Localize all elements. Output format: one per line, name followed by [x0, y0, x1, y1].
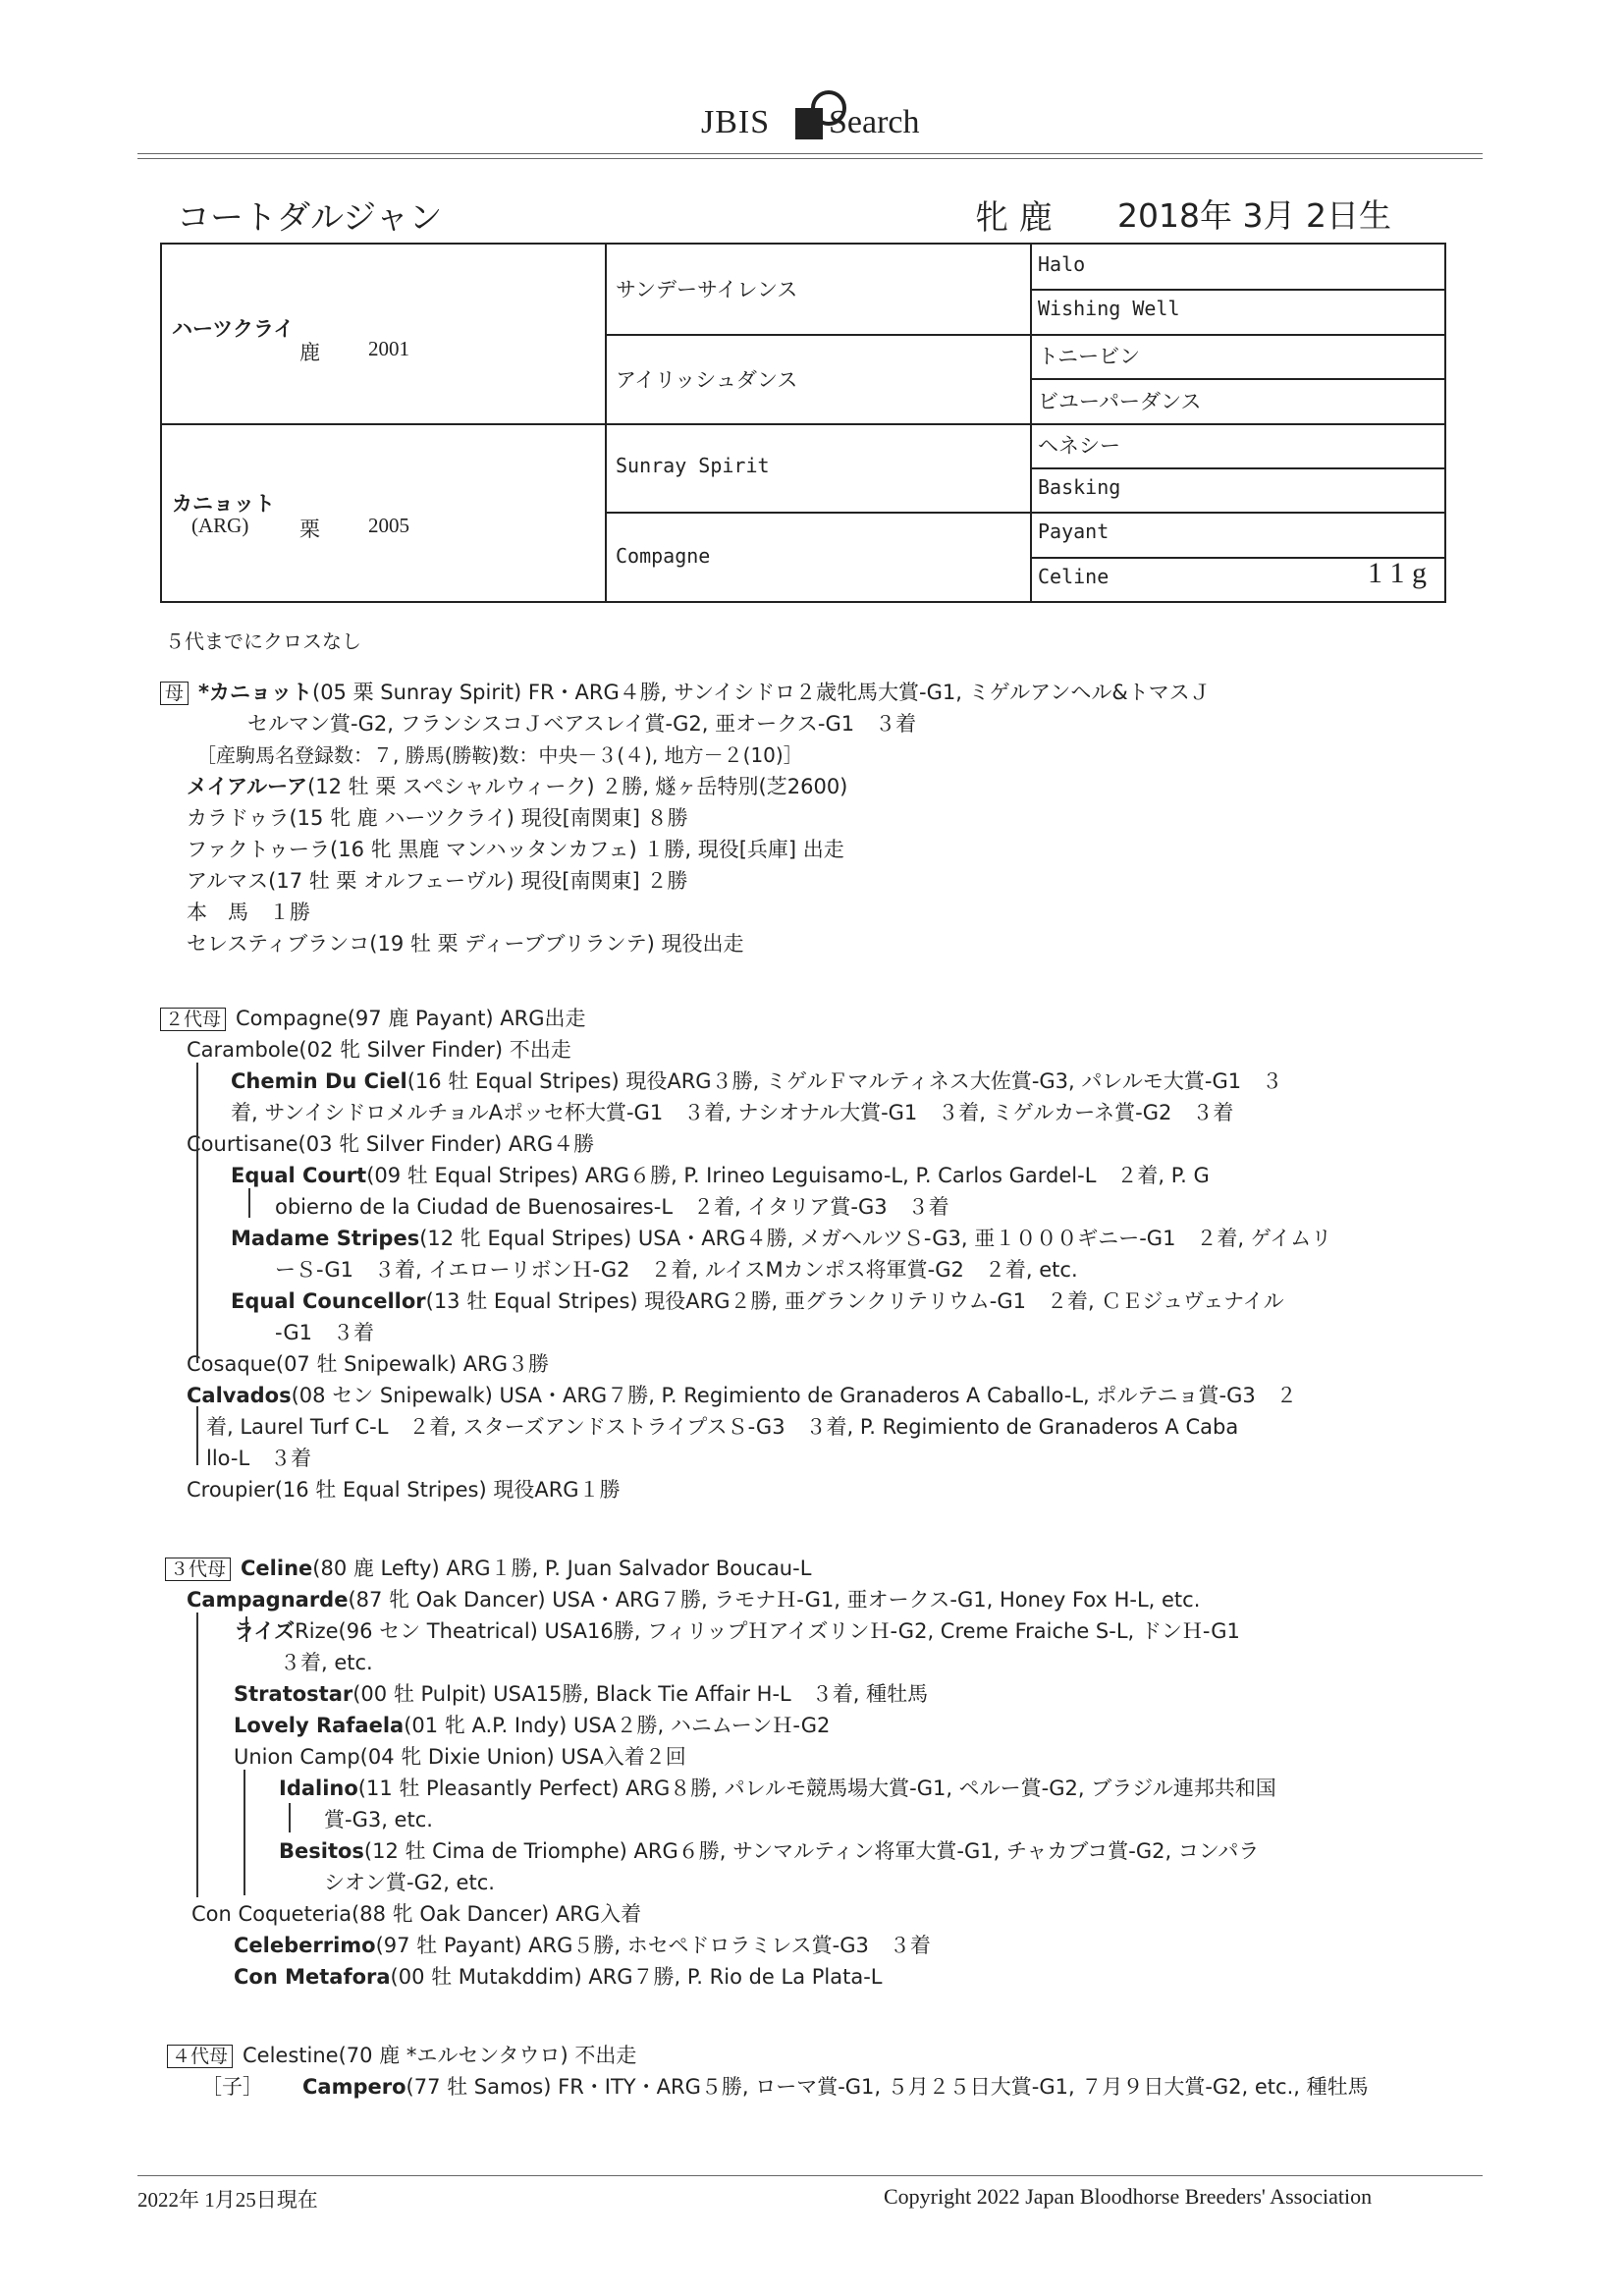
g3-line: Campagnarde(87 牝 Oak Dancer) USA・ARG７勝, ラモナＨ-G1, 亜オークス-G1, Honey Fox H-L, etc.	[187, 1588, 1201, 1612]
horse-icon	[795, 108, 823, 139]
dam-produce-stats: ［産駒馬名登録数：７, 勝馬(勝鞍)数：中央－３(４), 地方－２(10)］	[196, 743, 803, 767]
family-tree-bar	[245, 1616, 247, 1642]
g3-line-0: ３代母 Celine(80 鹿 Lefty) ARG１勝, P. Juan Salvador Boucau-L	[165, 1554, 811, 1583]
horse-name: コートダルジャン	[177, 198, 443, 238]
produce-line: アルマス(17 牡 栗 オルフェーヴル) 現役[南関東] ２勝	[187, 869, 688, 893]
g4-line: ［子］ Campero(77 牡 Samos) FR・ITY・ARG５勝, ローマ賞-G1, ５月２５日大賞-G1, ７月９日大賞-G2, etc., 種牡馬	[201, 2075, 1369, 2099]
g3-line: Con Coqueteria(88 牝 Oak Dancer) ARG入着	[191, 1902, 642, 1926]
g2-line: Cosaque(07 牡 Snipewalk) ARG３勝	[187, 1352, 550, 1376]
sire-color: 鹿	[299, 341, 320, 364]
g3-ancestor: Halo	[1038, 252, 1086, 276]
dam-line-1: セルマン賞-G2, フランシスコＪベアスレイ賞-G2, 亜オークス-G1 ３着	[247, 712, 917, 736]
g3-line: Stratostar(00 牡 Pulpit) USA15勝, Black Tie Affair H-L ３着, 種牡馬	[234, 1682, 929, 1706]
g2-line: 着, サンイシドロメルチョルAポッセ杯大賞-G1 ３着, ナシオナル大賞-G1 ３着, ミゲルカーネ賞-G2 ３着	[231, 1101, 1234, 1124]
g2-line: Equal Court(09 牡 Equal Stripes) ARG６勝, P. Irineo Leguisamo-L, P. Carlos Gardel-L ２着, P. G	[231, 1164, 1210, 1187]
cross-note: ５代までにクロスなし	[165, 629, 361, 653]
g3-ancestor: ヘネシー	[1038, 434, 1120, 458]
g3-line: ライズRize(96 セン Theatrical) USA16勝, フィリップＨアイズリンＨ-G2, Creme Fraiche S-L, ドンＨ-G1	[234, 1619, 1240, 1643]
as-of-date: 2022年 1月25日現在	[137, 2188, 318, 2212]
section-label: 母	[160, 682, 189, 705]
g3-ancestor: トニービン	[1038, 345, 1141, 368]
family-tree-bar	[196, 1063, 198, 1363]
g2-line: Equal Councellor(13 牡 Equal Stripes) 現役ARG２勝, 亜グランクリテリウム-G1 ２着, ＣＥジュヴェナイル	[231, 1289, 1284, 1313]
sire-dam: アイリッシュダンス	[616, 368, 798, 392]
produce-line: カラドゥラ(15 牝 鹿 ハーツクライ) 現役[南関東] ８勝	[187, 806, 688, 830]
pedigree-table	[160, 243, 1446, 603]
family-tree-bar	[244, 1770, 245, 1895]
produce-line: セレスティブランコ(19 牡 栗 ディーブブリランテ) 現役出走	[187, 932, 744, 956]
g3-ancestor: Basking	[1038, 475, 1121, 499]
g3-line: Celeberrimo(97 牡 Payant) ARG５勝, ホセペドロラミレス賞-G3 ３着	[234, 1934, 931, 1957]
g3-line: ３着, etc.	[280, 1651, 373, 1674]
g3-line: Union Camp(04 牝 Dixie Union) USA入着２回	[234, 1745, 686, 1769]
sex-color: 牝 鹿	[975, 198, 1053, 238]
g2-line: Carambole(02 牝 Silver Finder) 不出走	[187, 1038, 571, 1062]
g2-line: Calvados(08 セン Snipewalk) USA・ARG７勝, P. Regimiento de Granaderos A Caballo-L, ポルテニョ賞-G3 ２	[187, 1384, 1297, 1407]
g3-line: Lovely Rafaela(01 牝 A.P. Indy) USA２勝, ハニムーンＨ-G2	[234, 1714, 831, 1737]
g3-line: Con Metafora(00 牡 Mutakddim) ARG７勝, P. Rio de La Plata-L	[234, 1965, 883, 1989]
dam-dam: Compagne	[616, 544, 711, 568]
g3-line: シオン賞-G2, etc.	[324, 1871, 495, 1894]
birth-date: 2018年 3月 2日生	[1117, 196, 1391, 235]
g2-line: Chemin Du Ciel(16 牡 Equal Stripes) 現役ARG３勝, ミゲルＦマルティネス大佐賞-G3, パレルモ大賞-G1 ３	[231, 1069, 1283, 1093]
g2-line: Courtisane(03 牝 Silver Finder) ARG４勝	[187, 1132, 595, 1156]
g3-line: Idalino(11 牡 Pleasantly Perfect) ARG８勝, パレルモ競馬場大賞-G1, ペルー賞-G2, ブラジル連邦共和国	[279, 1777, 1276, 1800]
dam-country: (ARG)	[191, 514, 249, 537]
g2-line: Madame Stripes(12 牝 Equal Stripes) USA・ARG４勝, メガヘルツＳ-G3, 亜１０００ギニー-G1 ２着, ゲイムリ	[231, 1227, 1332, 1250]
g3-line: Besitos(12 牡 Cima de Triomphe) ARG６勝, サンマルティン将軍大賞-G1, チャカブコ賞-G2, コンパラ	[279, 1839, 1260, 1863]
logo-jbis-text: JBIS	[701, 104, 771, 140]
family-tree-bar	[289, 1803, 291, 1832]
logo-search-text: Search	[829, 104, 920, 140]
sire-name: ハーツクライ	[172, 317, 295, 341]
family-number: 1 1 g	[1368, 557, 1427, 589]
g2-line: obierno de la Ciudad de Buenosaires-L ２着, イタリア賞-G3 ３着	[275, 1195, 949, 1219]
dam-sire: Sunray Spirit	[616, 454, 770, 477]
family-tree-bar	[196, 1613, 198, 1897]
family-tree-bar	[196, 1406, 198, 1465]
dam-color: 栗	[299, 518, 320, 541]
g2-line: 着, Laurel Turf C-L ２着, スターズアンドストライプスＳ-G3 ３着, P. Regimiento de Granaderos A Caba	[206, 1415, 1239, 1439]
g4-line-0: ４代母 Celestine(70 鹿 *エルセンタウロ) 不出走	[167, 2041, 636, 2070]
sire-year: 2001	[368, 337, 409, 360]
g3-ancestor: Payant	[1038, 519, 1110, 543]
header-rule	[137, 153, 1483, 154]
g2-line: llo-L ３着	[206, 1447, 312, 1470]
dam-year: 2005	[368, 514, 409, 537]
g3-ancestor: Celine	[1038, 565, 1110, 588]
g2-line: Croupier(16 牡 Equal Stripes) 現役ARG１勝	[187, 1478, 621, 1502]
dam-line-0: 母 *カニョット(05 栗 Sunray Spirit) FR・ARG４勝, サンイシドロ２歳牝馬大賞-G1, ミゲルアンヘル&トマスＪ	[160, 678, 1211, 707]
header-rule-2	[137, 158, 1483, 159]
g3-ancestor: ビユーパーダンス	[1038, 390, 1202, 413]
jbis-search-logo	[701, 90, 937, 149]
sire-sire: サンデーサイレンス	[616, 278, 798, 301]
footer-rule	[137, 2175, 1483, 2176]
g2-line: ーＳ-G1 ３着, イエローリボンＨ-G2 ２着, ルイスMカンポス将軍賞-G2 ２着, etc.	[275, 1258, 1078, 1282]
g2-line-0: ２代母 Compagne(97 鹿 Payant) ARG出走	[160, 1004, 586, 1033]
dam-name: カニョット	[172, 492, 275, 516]
g3-line: 賞-G3, etc.	[324, 1808, 433, 1831]
produce-line: ファクトゥーラ(16 牝 黒鹿 マンハッタンカフェ) １勝, 現役[兵庫] 出走	[187, 838, 844, 861]
dam-name-bold: *カニョット	[198, 681, 312, 704]
copyright: Copyright 2022 Japan Bloodhorse Breeders' Association	[884, 2184, 1373, 2209]
produce-line: メイアルーア(12 牡 栗 スペシャルウィーク) ２勝, 燧ヶ岳特別(芝2600)	[187, 775, 848, 798]
g2-line: -G1 ３着	[275, 1321, 374, 1344]
produce-line: 本 馬 １勝	[187, 901, 310, 924]
family-tree-bar	[248, 1188, 250, 1218]
g3-ancestor: Wishing Well	[1038, 297, 1180, 320]
